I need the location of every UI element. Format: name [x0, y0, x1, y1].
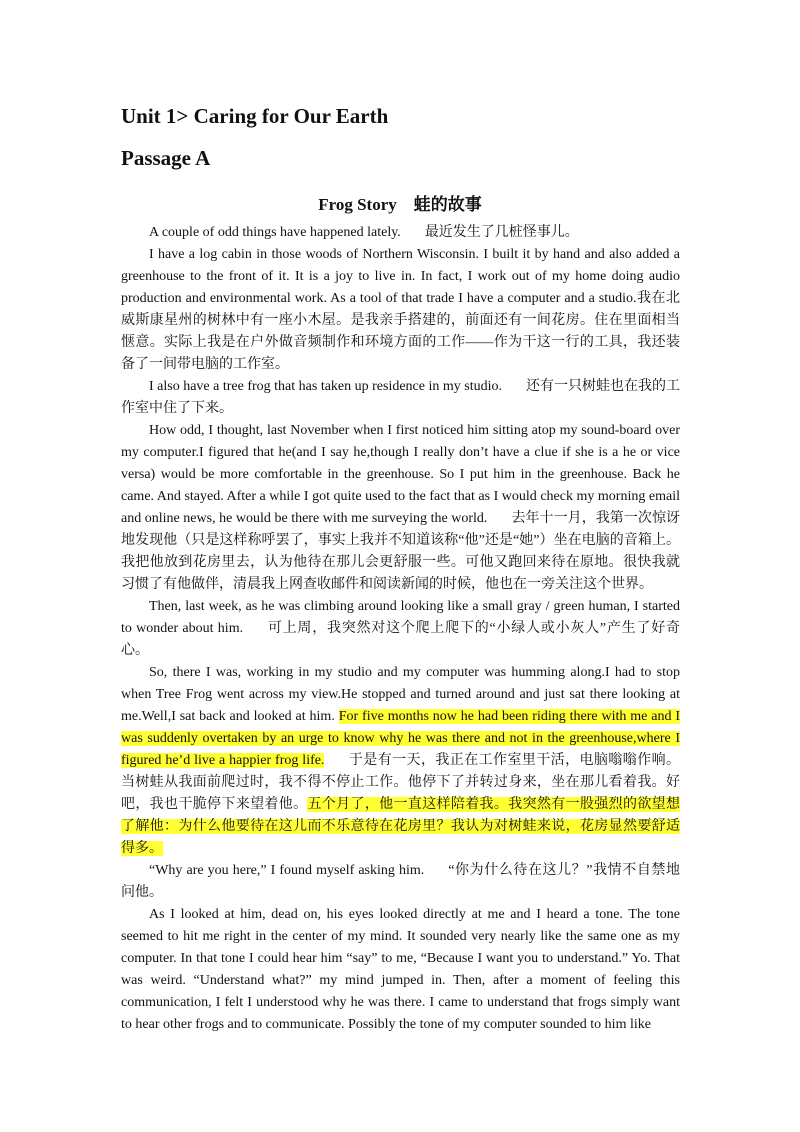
english-text: As I looked at him, dead on, his eyes looked directly at me and I heard a tone. The tone seemed to hit me right in the center of my mind. It sounded very nearly like the same one as my computer. In that tone I could hear him “say” to me, “Because I want you to understand.” Yo. That was weird. “Understand what?” my mind jumped in. Then, after a moment of feeling this communication, I felt I understood why he was there. I came to understand that frogs simply want to hear other frogs and to communicate. Possibly the tone of my computer sounded to him like: [121, 907, 680, 1032]
chinese-text: 去年十一月，我第一次惊讶地发现他（只是这样称呼罢了，事实上我并不知道该称“他”还是“她”）坐在电脑的音箱上。我把他放到花房里去，认为他待在那儿会更舒服一些。可他又跑回来待在原地。很快我就习惯了有他做伴，清晨我上网查收邮件和阅读新闻的时候，他也在一旁关注这个世界。: [121, 511, 681, 592]
chinese-text: 可上周，我突然对这个爬上爬下的“小绿人或小灰人”产生了好奇心。: [121, 621, 680, 658]
chinese-text: 还有一只树蛙也在我的工作室中住了下来。: [121, 379, 680, 416]
paragraph: [121, 376, 680, 420]
paragraph: [121, 904, 680, 1036]
paragraph: [121, 420, 680, 596]
chinese-text: 于是有一天，我正在工作室里干活，电脑嗡嗡作响。当树蛙从我面前爬过时，我不得不停止工作。他停下了并转过身来，坐在那儿看着我。好吧，我也干脆停下来望着他。: [121, 753, 680, 812]
english-text: How odd, I thought, last November when I first noticed him sitting atop my sound-board over my computer.I figured that he(and I say he,though I really don’t have a clue if she is a he or vice versa) would be more comfortable in the greenhouse. So I put him in the greenhouse. Back he came. And stayed. After a while I got quite used to the fact that as I would check my morning email and online news, he would be there with me surveying the world.: [121, 423, 680, 526]
chinese-text: 我在北威斯康星州的树林中有一座小木屋。是我亲手搭建的，前面还有一间花房。住在里面相当惬意。实际上我是在户外做音频制作和环境方面的工作——作为干这一行的工具，我还装备了一间带电脑的工作室。: [121, 291, 681, 372]
paragraph: [121, 662, 680, 860]
english-text: I also have a tree frog that has taken up residence in my studio.: [149, 379, 502, 394]
english-text: I have a log cabin in those woods of Northern Wisconsin. I built it by hand and also added a greenhouse to the front of it. It is a joy to live in. In fact, I work out of my home doing audio production and environmental work. As a tool of that trade I have a computer and a studio.: [121, 247, 680, 306]
unit-title: Unit 1> Caring for Our Earth: [121, 104, 389, 128]
chinese-text: 最近发生了几桩怪事儿。: [424, 225, 579, 240]
paragraph: [121, 596, 680, 662]
paragraph: [121, 860, 680, 904]
english-text: Then, last week, as he was climbing around looking like a small gray / green human, I started to wonder about him.: [121, 599, 680, 636]
story-title: Frog Story 蛙的故事: [318, 195, 482, 214]
passage-title: Passage A: [121, 146, 211, 170]
english-text: “Why are you here,” I found myself asking him.: [149, 863, 425, 878]
passage-body: [121, 222, 680, 1036]
highlighted-chinese-text: 五个月了，他一直这样陪着我。我突然有一股强烈的欲望想了解他：为什么他要待在这儿而不乐意待在花房里？我认为对树蛙来说，花房显然要舒适得多。: [121, 797, 681, 856]
paragraph: [121, 244, 680, 376]
english-text: So, there I was, working in my studio and my computer was humming along.I had to stop when Tree Frog went across my view.He stopped and turned around and just sat there looking at me.Well,I sat back and looked at him.: [121, 665, 680, 724]
highlighted-english-text: For five months now he had been riding there with me and I was suddenly overtaken by an urge to know why he was there and not in the greenhouse,where I figured he’d live a happier frog life.: [121, 709, 681, 768]
english-text: A couple of odd things have happened lately.: [149, 225, 401, 240]
chinese-text: “你为什么待在这儿？”我情不自禁地问他。: [121, 863, 680, 900]
paragraph: [121, 222, 680, 244]
